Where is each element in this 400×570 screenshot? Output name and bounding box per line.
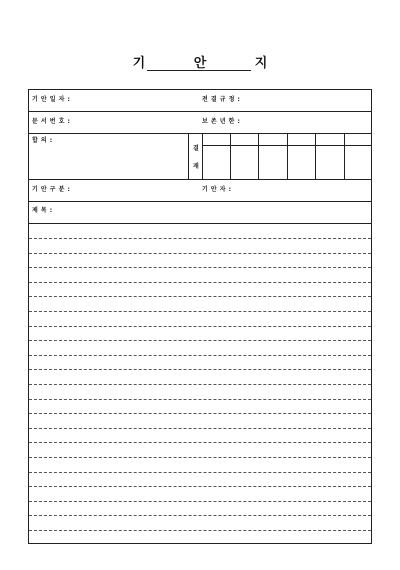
writing-line: [29, 530, 371, 531]
writing-line: [29, 296, 371, 297]
approval-grid-line: [344, 133, 345, 179]
row-divider: [29, 223, 371, 224]
writing-line: [29, 442, 371, 443]
row-divider: [29, 179, 371, 180]
title-underline: [147, 70, 251, 71]
approval-authority-label: 전 결 규 정 :: [202, 96, 240, 103]
agreement-label: 합 의 :: [32, 137, 53, 144]
approval-grid-line: [287, 133, 288, 179]
approval-grid-line: [230, 133, 231, 179]
draft-date-label: 기 안 일 자 :: [32, 96, 70, 103]
drafter-label: 기 안 자 :: [202, 186, 232, 193]
doc-number-label: 문 서 번 호 :: [32, 118, 70, 125]
writing-line: [29, 515, 371, 516]
subject-label: 제 목 :: [32, 207, 53, 214]
writing-line: [29, 311, 371, 312]
approval-grid-line: [258, 133, 259, 179]
writing-line: [29, 355, 371, 356]
writing-line: [29, 457, 371, 458]
writing-line: [29, 282, 371, 283]
approval-form: [28, 89, 372, 544]
approval-label-top: 결: [193, 145, 199, 152]
writing-line: [29, 413, 371, 414]
approval-grid-header-line: [202, 145, 372, 146]
draft-type-label: 기 안 구 분 :: [32, 186, 70, 193]
approval-divider: [188, 133, 189, 179]
row-divider: [29, 133, 371, 134]
writing-line: [29, 399, 371, 400]
document-title: 기 안 지: [132, 56, 290, 71]
retention-period-label: 보 존 년 한 :: [202, 118, 240, 125]
row-divider: [29, 111, 371, 112]
writing-line: [29, 253, 371, 254]
writing-line: [29, 486, 371, 487]
writing-line: [29, 472, 371, 473]
approval-grid-line: [315, 133, 316, 179]
writing-line: [29, 326, 371, 327]
writing-line: [29, 384, 371, 385]
writing-line: [29, 267, 371, 268]
writing-line: [29, 501, 371, 502]
row-divider: [29, 201, 371, 202]
approval-label-bottom: 재: [193, 163, 199, 170]
approval-grid-line: [202, 133, 203, 179]
writing-line: [29, 238, 371, 239]
writing-line: [29, 428, 371, 429]
writing-line: [29, 340, 371, 341]
writing-line: [29, 369, 371, 370]
